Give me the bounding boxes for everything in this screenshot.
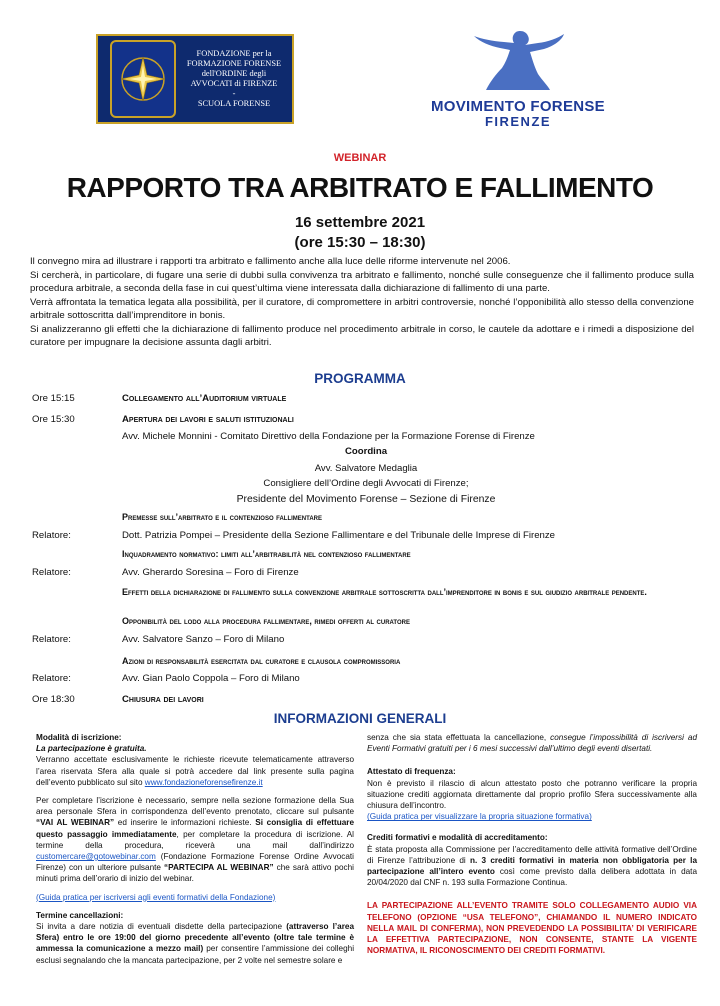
event-time: (ore 15:30 – 18:30) bbox=[294, 234, 426, 251]
vai-al-webinar-label: “VAI AL WEBINAR” bbox=[36, 818, 115, 828]
info-heading: INFORMAZIONI GENERALI bbox=[273, 711, 447, 726]
coordina-label: Coordina bbox=[344, 446, 388, 457]
topic-azioni: Azioni di responsabilità esercitata dal curatore e clausola compromissoria bbox=[122, 656, 401, 666]
time-1830: Ore 18:30 bbox=[32, 694, 75, 705]
info-right-column: senza che sia stata effettuata la cancellazione, consegue l’impossibilità di iscriversi ad Eventi Formativi gratuiti per i 6 mesi successivi dall’ultimo degli eventi disertati. Attestato di frequenza: Non è previsto il rilascio di alcun attestato posto che potranno verificare la propria situazione crediti aggiornata direttamente dal proprio profilo Sfera successivamente alla chiusura dell’incontro. (Guida pratica per visualizzare la propria situazione formativa) Crediti formativi e modalità di accreditamento: È stata proposta alla Commissione per l’accreditamento delle attività formative dell’Ordine di Firenze l’attribuzione di n. 3 crediti formativi in materia non obbligatoria per la partecipazione all’intero evento così come previsto dalla delibera adottata in data 20/04/2020 dal CNF n. 193 sulla Formazione Continua. LA PARTECIPAZIONE ALL’EVENTO TRAMITE SOLO COLLEGAMENTO AUDIO VIA TELEFONO (OPZIONE “USA TELEFONO”, CHIAMANDO IL NUMERO INDICATO NELLA MAIL DI CONFERMA), NON PREVEDENDO LA POSSIBILITA’ DI VERIFICARE LA EFFETTIVA PARTECIPAZIONE, NON CONSENTE, STANTE LA VIGENTE NORMATIVA, IL RICONOSCIMENTO DEI CREDITI FORMATIVI. bbox=[367, 733, 698, 956]
intro-paragraph: Si cercherà, in particolare, di fugare una serie di dubbi sulla convivenza tra arbitrato e fallimento, nonché sulle conseguenze che il fallimento produce sulla procedura arbitrale, a seconda della fase in cui quest’ultima viene interessata dalla dichiarazione di fallimento di una parte. bbox=[30, 269, 694, 294]
event-date: 16 settembre 2021 bbox=[294, 214, 426, 231]
page-title: RAPPORTO TRA ARBITRATO E FALLIMENTO bbox=[66, 172, 654, 203]
item-apertura: Apertura dei lavori e saluti istituzionali bbox=[122, 414, 294, 425]
speaker-coppola: Avv. Gian Paolo Coppola – Foro di Milano bbox=[122, 673, 300, 684]
cancellazioni-title: Termine cancellazioni: bbox=[36, 910, 124, 920]
medaglia-role-1: Consigliere dell’Ordine degli Avvocati di Firenze; bbox=[263, 478, 469, 489]
fondazione-logo-text: FONDAZIONE per la FORMAZIONE FORENSE dell'ORDINE degli AVVOCATI di FIRENZE - SCUOLA FORENSE bbox=[186, 49, 282, 108]
webinar-kicker: WEBINAR bbox=[333, 152, 387, 164]
topic-opponibilita: Opponibilità del lodo alla procedura fallimentare, rimedi offerti al curatore bbox=[122, 616, 410, 626]
topic-inquadramento: Inquadramento normativo: limiti all’arbitrabilità nel contenzioso fallimentare bbox=[122, 549, 411, 559]
intro-paragraph: Verrà affrontata la tematica legata alla possibilità, per il curatore, di compromettere in arbitri controversie, nonché l’opponibilità allo stesso della convenzione arbitrale sottoscritta dall’imprenditore in bonis. bbox=[30, 296, 694, 321]
item-chiusura: Chiusura dei lavori bbox=[122, 694, 204, 705]
attestato-title: Attestato di frequenza: bbox=[367, 767, 456, 777]
cancellazioni-cont: senza che sia stata effettuata la cancellazione, bbox=[367, 733, 547, 742]
site-link[interactable]: www.fondazioneforensefirenze.it bbox=[144, 777, 263, 787]
crediti-bold: n. 3 crediti formativi in materia non obbligatoria per la partecipazione all’intero evento bbox=[367, 855, 697, 877]
guide-iscrizione-link[interactable]: (Guida pratica per iscriversi agli eventi formativi della Fondazione) bbox=[36, 892, 276, 902]
item-collegamento: Collegamento all’Auditorium virtuale bbox=[122, 393, 287, 404]
relatore-label: Relatore: bbox=[32, 673, 71, 684]
speaker-soresina: Avv. Gherardo Soresina – Foro di Firenze bbox=[122, 567, 299, 578]
fondazione-logo bbox=[96, 34, 294, 124]
crediti-title: Crediti formativi e modalità di accreditamento: bbox=[367, 833, 548, 843]
info-left-column: Modalità di iscrizione: La partecipazione è gratuita. Verranno accettate esclusivamente le richieste ricevute telematicamente attraverso l’area riservata Sfera alla quale si potrà accedere dal link presente sulla pagina dell’evento pubblicato sul sito www.fondazioneforensefirenze.it Per completare l’iscrizione è necessario, sempre nella sezione formazione della Sua area personale Sfera in corrispondenza dell’evento prenotato, cliccare sul pulsante “VAI AL WEBINAR” ed inserire le informazioni richieste. Si consiglia di effettuare questo passaggio immediatamente, per completare la procedura di iscrizione. Al termine della procedura, riceverà una mail dall’indirizzo customercare@gotowebinar.com (Fondazione Formazione Forense Ordine Avvocati Firenze) con un ulteriore pulsante “PARTECIPA AL WEBINAR” che sarà attivo pochi minuti prima dell’orario di inizio del webinar. (Guida pratica per iscriversi agli eventi formativi della Fondazione) Termine cancellazioni: Si invita a dare notizia di eventuali disdette della partecipazione (attraverso l’area Sfera) entro le ore 19:00 del giorno precedente all’evento (oltre tale termine è ammessa la comunicazione a mezzo mail) per consentire l’ammissione dei colleghi esclusi segnalando che la mancata partecipazione, per 2 volte nel semestre solare e bbox=[36, 733, 355, 965]
attestato-text: Non è previsto il rilascio di alcun attestato posto che potranno verificare la propria situazione crediti aggiornata direttamente dal proprio profilo Sfera successivamente alla chiusura dell’incontro. bbox=[367, 778, 697, 811]
speaker-pompei: Dott. Patrizia Pompei – Presidente della Sezione Fallimentare e del Tribunale delle Imprese di Firenze bbox=[122, 530, 556, 541]
time-1530: Ore 15:30 bbox=[32, 414, 75, 425]
relatore-label: Relatore: bbox=[32, 634, 71, 645]
programma-heading: PROGRAMMA bbox=[314, 371, 406, 386]
time-1515: Ore 15:15 bbox=[32, 393, 75, 404]
iscrizione-text-2: Per completare l’iscrizione è necessario, sempre nella sezione formazione della Sua area personale Sfera in corrispondenza dell’evento prenotato, cliccare sul pulsante bbox=[36, 796, 354, 817]
movimento-forense-subtitle: FIRENZE bbox=[484, 114, 552, 129]
intro-text bbox=[30, 255, 694, 350]
compass-star-icon bbox=[110, 40, 176, 118]
figure-silhouette-icon bbox=[458, 28, 578, 92]
audio-warning: LA PARTECIPAZIONE ALL’EVENTO TRAMITE SOLO COLLEGAMENTO AUDIO VIA TELEFONO (OPZIONE “USA TELEFONO”, CHIAMANDO IL NUMERO INDICATO NELLA MAIL DI CONFERMA), NON PREVEDENDO LA POSSIBILITA’ DI VERIFICARE LA EFFETTIVA PARTECIPAZIONE, NON CONSENTE, STANTE LA VIGENTE NORMATIVA, IL RICONOSCIMENTO DEI CREDITI FORMATIVI. bbox=[367, 901, 697, 956]
relatore-label: Relatore: bbox=[32, 567, 71, 578]
movimento-forense-title: MOVIMENTO FORENSE bbox=[430, 98, 605, 115]
medaglia-role-2: Presidente del Movimento Forense – Sezione di Firenze bbox=[236, 494, 496, 505]
email-link[interactable]: customercare@gotowebinar.com bbox=[36, 852, 156, 862]
relatore-label: Relatore: bbox=[32, 530, 71, 541]
medaglia-name: Avv. Salvatore Medaglia bbox=[314, 463, 418, 474]
guide-sfera-link[interactable]: (Guida pratica per visualizzare la propria situazione formativa) bbox=[367, 812, 592, 822]
iscrizione-text: Verranno accettate esclusivamente le richieste ricevute telematicamente attraverso l’area riservata Sfera alla quale si potrà accedere dal link presente sulla pagina dell’evento pubblicato sul sito bbox=[36, 755, 354, 787]
speaker-sanzo: Avv. Salvatore Sanzo – Foro di Milano bbox=[122, 634, 285, 645]
movimento-forense-logo bbox=[420, 28, 616, 128]
consiglio-text: Si consiglia di effettuare questo passaggio immediatamente bbox=[36, 818, 355, 839]
speaker-monnini: Avv. Michele Monnini - Comitato Direttivo della Fondazione per la Formazione Forense di Firenze bbox=[122, 431, 535, 442]
iscrizione-title: Modalità di iscrizione: bbox=[36, 733, 122, 742]
topic-effetti: Effetti della dichiarazione di fallimento sulla convenzione arbitrale sottoscritta dall’imprenditore in bonis e sul giudizio arbitrale pendente. bbox=[122, 587, 647, 597]
topic-premesse: Premesse sull’arbitrato e il contenzioso fallimentare bbox=[122, 512, 323, 522]
partecipa-al-webinar-label: “PARTECIPA AL WEBINAR” bbox=[164, 863, 274, 873]
intro-paragraph: Si analizzeranno gli effetti che la dichiarazione di fallimento produce nel procedimento arbitrale in corso, le cautele da adottare e i rimedi a disposizione del curatore per impugnare la decisione assunta dagli arbitri. bbox=[30, 323, 694, 348]
intro-paragraph: Il convegno mira ad illustrare i rapporti tra arbitrato e fallimento anche alla luce delle riforme intervenute nel 2006. bbox=[30, 256, 511, 267]
partecipazione-gratuita: La partecipazione è gratuita. bbox=[36, 744, 147, 754]
